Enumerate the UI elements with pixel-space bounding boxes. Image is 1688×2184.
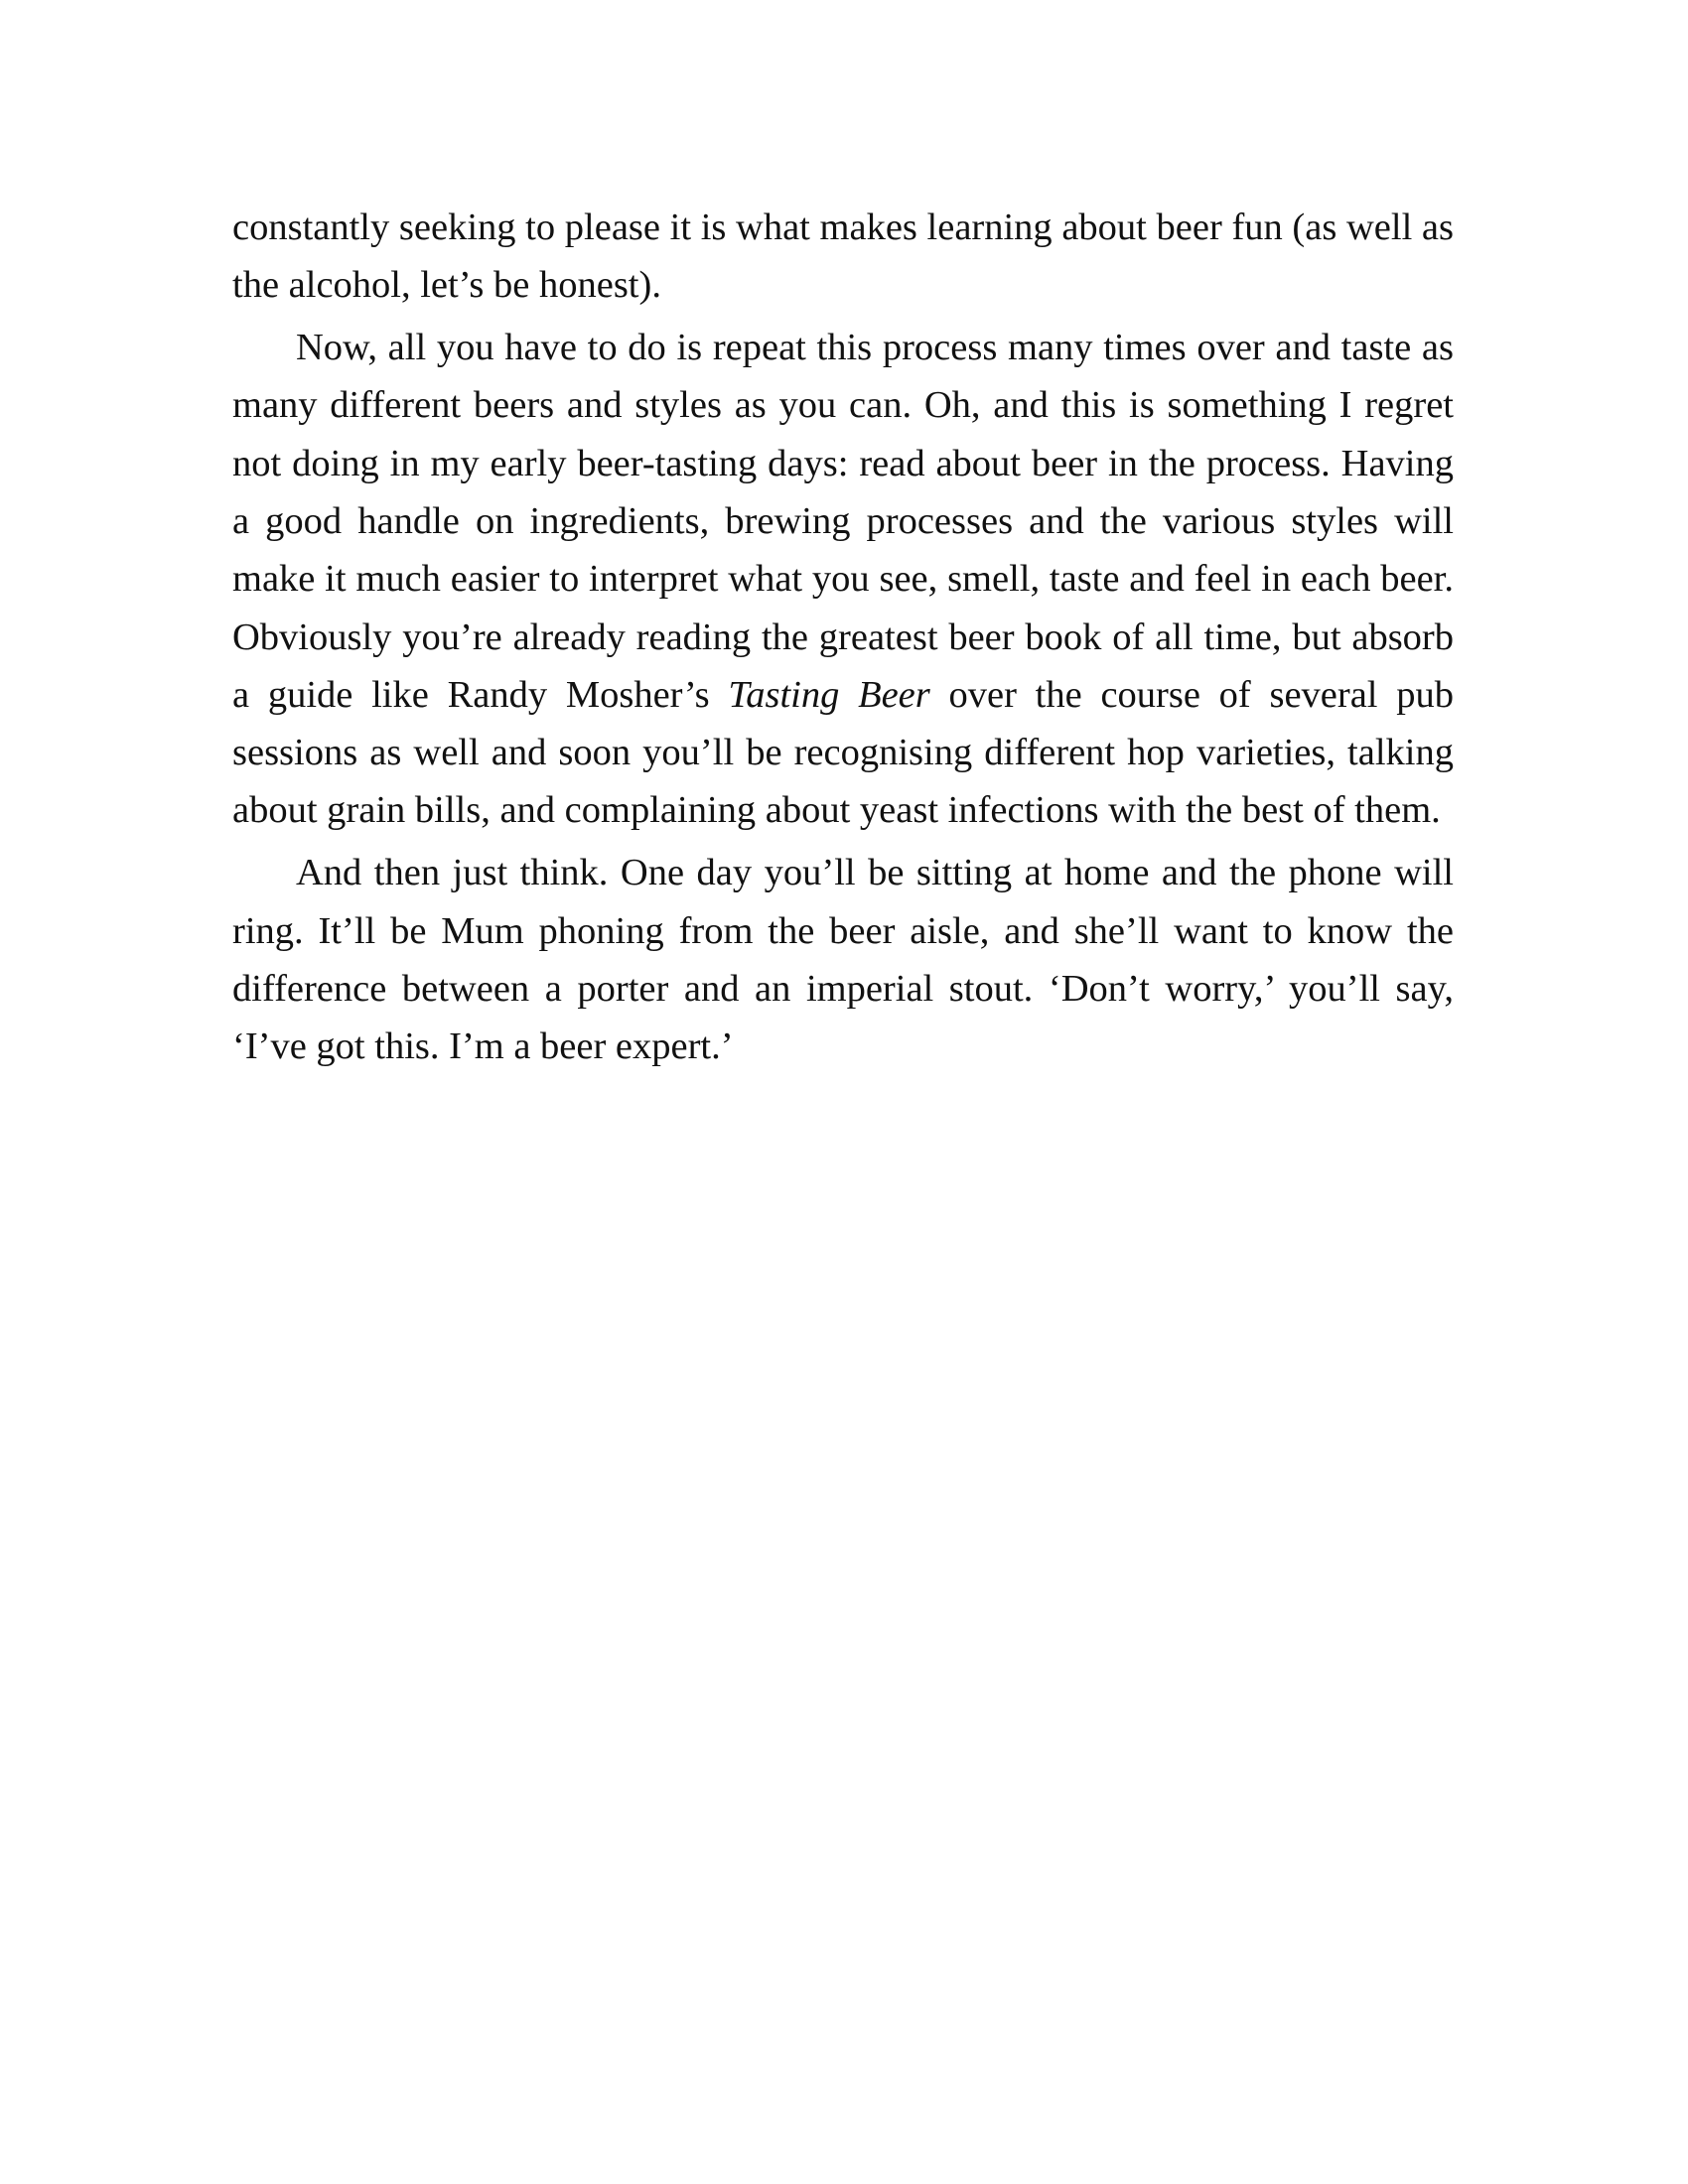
- paragraph-text-before-title: Now, all you have to do is repeat this process many times over and taste as many different beers and styles as you can. Oh, and this is something I regret not doing in my early beer-tasting days: read about beer in the process. Having a good handle on ingredients, brewing processes and the various styles will make it much easier to interpret what you see, smell, taste and feel in each beer. Obviously you’re already reading the greatest beer book of all time, but absorb a guide like Randy Mosher’s: [232, 327, 1454, 716]
- paragraph-text: And then just think. One day you’ll be sitting at home and the phone will ring. It’ll be Mum phoning from the beer aisle, and she’ll want to know the difference between a porter and an imperial stout. ‘Don’t worry,’ you’ll say, ‘I’ve got this. I’m a beer expert.’: [232, 852, 1454, 1068]
- paragraph-text-after-title: over the course of several pub sessions as well and soon you’ll be recognising different hop varieties, talking about grain bills, and complaining about yeast infections with the best of them.: [232, 673, 1454, 832]
- paragraph-text: constantly seeking to please it is what makes learning about beer fun (as well as the alcohol, let’s be honest).: [232, 206, 1454, 307]
- paragraph: [232, 319, 1454, 840]
- paragraph-continued: [232, 199, 1454, 315]
- body-text: [232, 199, 1454, 1075]
- paragraph: [232, 844, 1454, 1075]
- book-title: Tasting Beer: [728, 673, 930, 716]
